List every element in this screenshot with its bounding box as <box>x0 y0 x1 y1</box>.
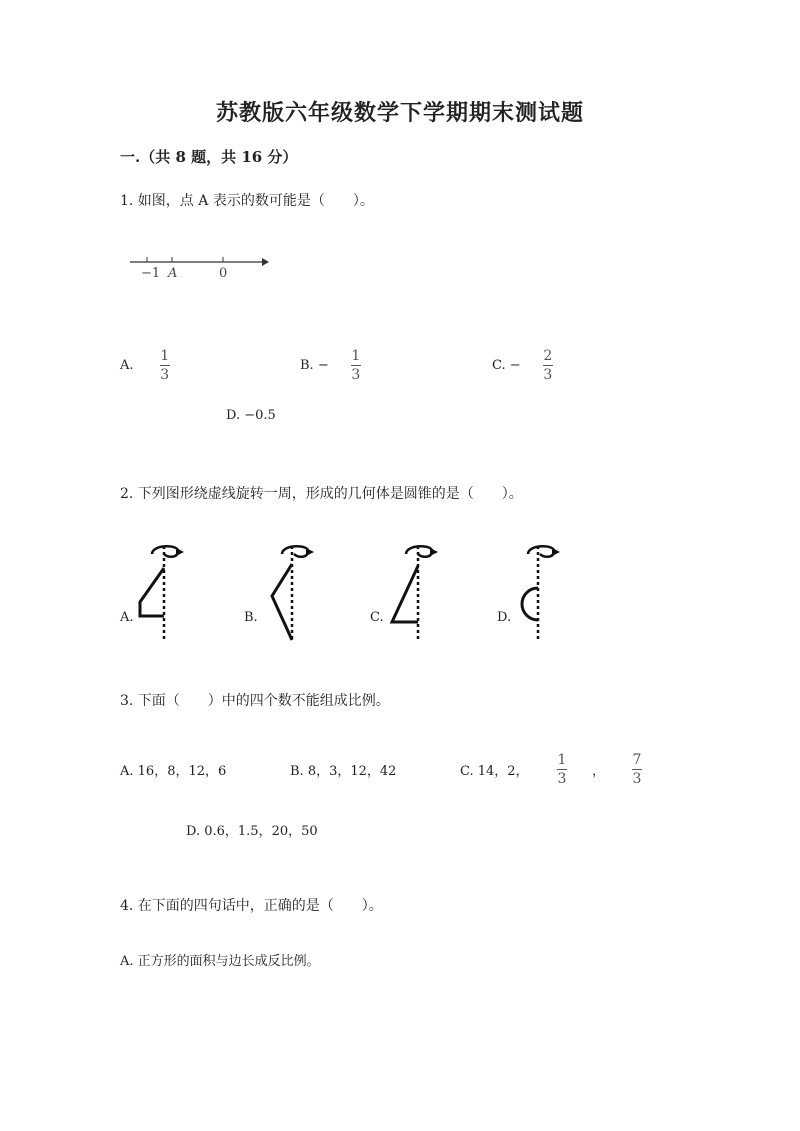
q3-option-c[interactable]: C. 14，2， <box>460 764 529 779</box>
fraction: 7 3 <box>632 752 642 787</box>
q1-option-c[interactable]: C. − $\frac{2}{3}$ <box>492 348 553 383</box>
q3-option-b[interactable]: B. 8，3，12，42 <box>290 764 397 779</box>
q2-label-b[interactable]: B. <box>244 610 258 625</box>
shape-outline <box>392 566 418 622</box>
shape-outline <box>272 564 292 640</box>
fraction: 1 3 <box>557 752 567 787</box>
q2-figure-a <box>130 540 190 644</box>
number-line-arrow <box>262 258 269 266</box>
shape-outline <box>522 588 538 620</box>
fraction: $\frac{2}{3}$ <box>543 348 553 383</box>
q3-option-d[interactable]: D. 0.6，1.5，20，50 <box>186 824 318 839</box>
q3-option-a[interactable]: A. 16，8，12，6 <box>120 764 227 779</box>
number-line-figure <box>126 252 271 282</box>
q4-option-a[interactable]: A. 正方形的面积与边长成反比例。 <box>120 954 320 969</box>
label-neg1: −1 <box>141 266 161 281</box>
rotation-arrow-icon <box>528 546 554 557</box>
q1-option-a[interactable]: A. $\frac{1}{3}$ <box>120 348 170 383</box>
fraction: $\frac{1}{3}$ <box>351 348 361 383</box>
q1-option-b[interactable]: B. − $\frac{1}{3}$ <box>300 348 361 383</box>
fraction: $\frac{1}{3}$ <box>160 348 170 383</box>
question-2-text: 2. 下列图形绕虚线旋转一周，形成的几何体是圆锥的是（ ）。 <box>120 486 523 502</box>
q2-figure-c <box>384 540 444 644</box>
question-3-text: 3. 下面（ ）中的四个数不能组成比例。 <box>120 693 390 709</box>
question-4-text: 4. 在下面的四句话中，正确的是（ ）。 <box>120 898 383 914</box>
q2-figure-d <box>510 540 570 644</box>
label-zero: 0 <box>219 266 228 281</box>
q2-label-c[interactable]: C. <box>370 610 384 625</box>
q1-option-d[interactable]: D. −0.5 <box>226 408 276 423</box>
q2-figure-b <box>262 540 322 644</box>
rotation-arrow-icon <box>282 546 308 557</box>
section-heading: 一.（共 8 题，共 16 分） <box>120 148 298 166</box>
q2-label-a[interactable]: A. <box>120 610 134 625</box>
q3-option-c-separator: ， <box>592 764 606 779</box>
page-title: 苏教版六年级数学下学期期末测试题 <box>215 100 584 126</box>
question-1-text: 1. 如图，点 A 表示的数可能是（ ）。 <box>120 193 374 209</box>
shape-outline <box>140 568 164 616</box>
q2-label-d[interactable]: D. <box>497 610 512 625</box>
label-a: A <box>168 266 178 281</box>
